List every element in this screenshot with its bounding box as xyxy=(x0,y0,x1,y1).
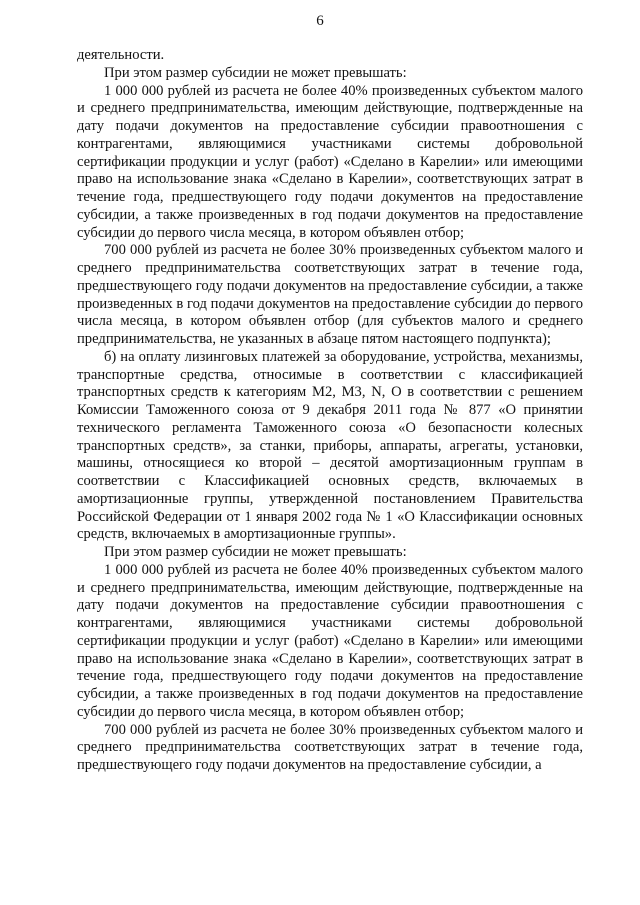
paragraph-1: деятельности. xyxy=(77,47,165,63)
paragraph-4: 700 000 рублей из расчета не более 30% произведенных субъектом малого и среднего предпринимательства соответствующих затрат в течение года, предшествующего году подачи документов на предоставление субсидии, а также произведенных в год подачи документов на предоставление субсидии до первого числа месяца, в котором объявлен отбор (для субъектов малого и среднего предпринимательства, не указанных в абзаце пятом настоящего подпункта); xyxy=(77,242,583,347)
document-body xyxy=(77,47,583,775)
paragraph-6: При этом размер субсидии не может превышать: xyxy=(104,544,407,560)
paragraph-8: 700 000 рублей из расчета не более 30% произведенных субъектом малого и среднего предпринимательства соответствующих затрат в течение года, предшествующего году подачи документов на предоставление субсидии, а xyxy=(77,721,583,773)
paragraph-7: 1 000 000 рублей из расчета не более 40% произведенных субъектом малого и среднего предпринимательства, имеющим действующие, подтвержденные на дату подачи документов на предоставление субсидии правоотношения с контрагентами, являющимися участниками системы добровольной сертификации продукции и услуг (работ) «Сделано в Карелии» или имеющими право на использование знака «Сделано в Карелии», соответствующих затрат в течение года, предшествующего году подачи документов на предоставление субсидии, а также произведенных в год подачи документов на предоставление субсидии до первого числа месяца, в котором объявлен отбор; xyxy=(77,561,583,720)
paragraph-3: 1 000 000 рублей из расчета не более 40% произведенных субъектом малого и среднего предпринимательства, имеющим действующие, подтвержденные на дату подачи документов на предоставление субсидии правоотношения с контрагентами, являющимися участниками системы добровольной сертификации продукции и услуг (работ) «Сделано в Карелии» или имеющими право на использование знака «Сделано в Карелии», соответствующих затрат в течение года, предшествующего году подачи документов на предоставление субсидии, а также произведенных в год подачи документов на предоставление субсидии до первого числа месяца, в котором объявлен отбор; xyxy=(77,82,583,241)
paragraph-5: б) на оплату лизинговых платежей за оборудование, устройства, механизмы, транспортные средства, относимые в соответствии с классификацией транспортных средств к категориям M2, M3, N, O в соответствии с решением Комиссии Таможенного союза от 9 декабря 2011 года № 877 «О принятии технического регламента Таможенного союза «О безопасности колесных транспортных средств», за станки, приборы, аппараты, агрегаты, установки, машины, относящиеся ко второй – десятой амортизационным группам в соответствии с Классификацией основных средств, включаемых в амортизационные группы, утвержденной постановлением Правительства Российской Федерации от 1 января 2002 года № 1 «О Классификации основных средств, включаемых в амортизационные группы». xyxy=(77,348,583,543)
paragraph-2: При этом размер субсидии не может превышать: xyxy=(104,64,407,81)
page-number: 6 xyxy=(316,13,324,29)
